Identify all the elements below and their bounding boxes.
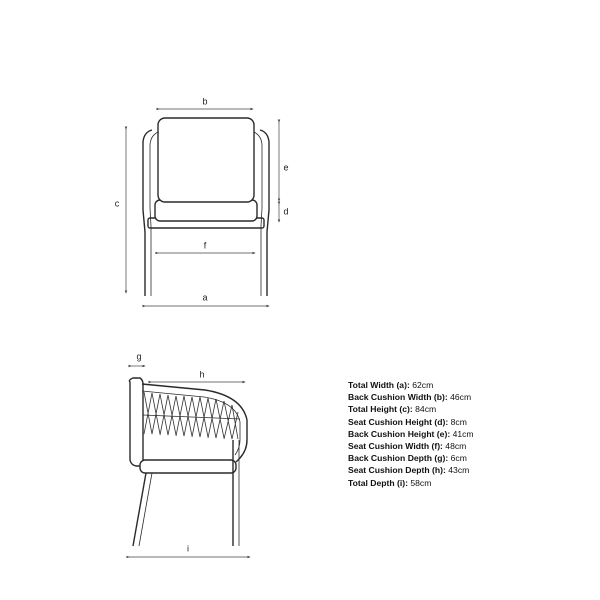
spec-seat-cushion-width: Seat Cushion Width (f): 48cm [348,441,467,452]
side-back-cushion [129,378,143,466]
front-back-cushion [158,118,254,202]
dim-label-d: d [283,206,289,217]
front-seat-cushion [155,200,257,221]
dim-label-g: g [136,351,142,362]
dim-label-b: b [202,96,208,107]
dim-label-i: i [187,543,189,554]
side-back-leg [133,473,146,546]
side-seat-cushion [140,460,236,473]
spec-total-width: Total Width (a): 62cm [348,380,434,390]
spec-total-height: Total Height (c): 84cm [348,404,437,415]
dim-label-e: e [283,162,289,173]
front-view [115,96,289,306]
spec-seat-cushion-depth: Seat Cushion Depth (h): 43cm [348,465,470,476]
spec-back-cushion-depth: Back Cushion Depth (g): 6cm [348,453,467,464]
dim-label-c: c [114,198,120,209]
spec-back-cushion-height: Back Cushion Height (e): 41cm [348,428,474,439]
dim-label-a: a [202,292,208,303]
side-view [128,351,249,557]
spec-seat-cushion-height: Seat Cushion Height (d): 8cm [348,416,467,427]
dim-label-h: h [199,369,205,380]
spec-total-depth: Total Depth (i): 58cm [348,477,432,488]
spec-back-cushion-width: Back Cushion Width (b): 46cm [348,392,472,403]
dim-label-f: f [203,240,207,251]
side-rope-weave [143,392,240,439]
dimension-spec-list [348,379,474,489]
